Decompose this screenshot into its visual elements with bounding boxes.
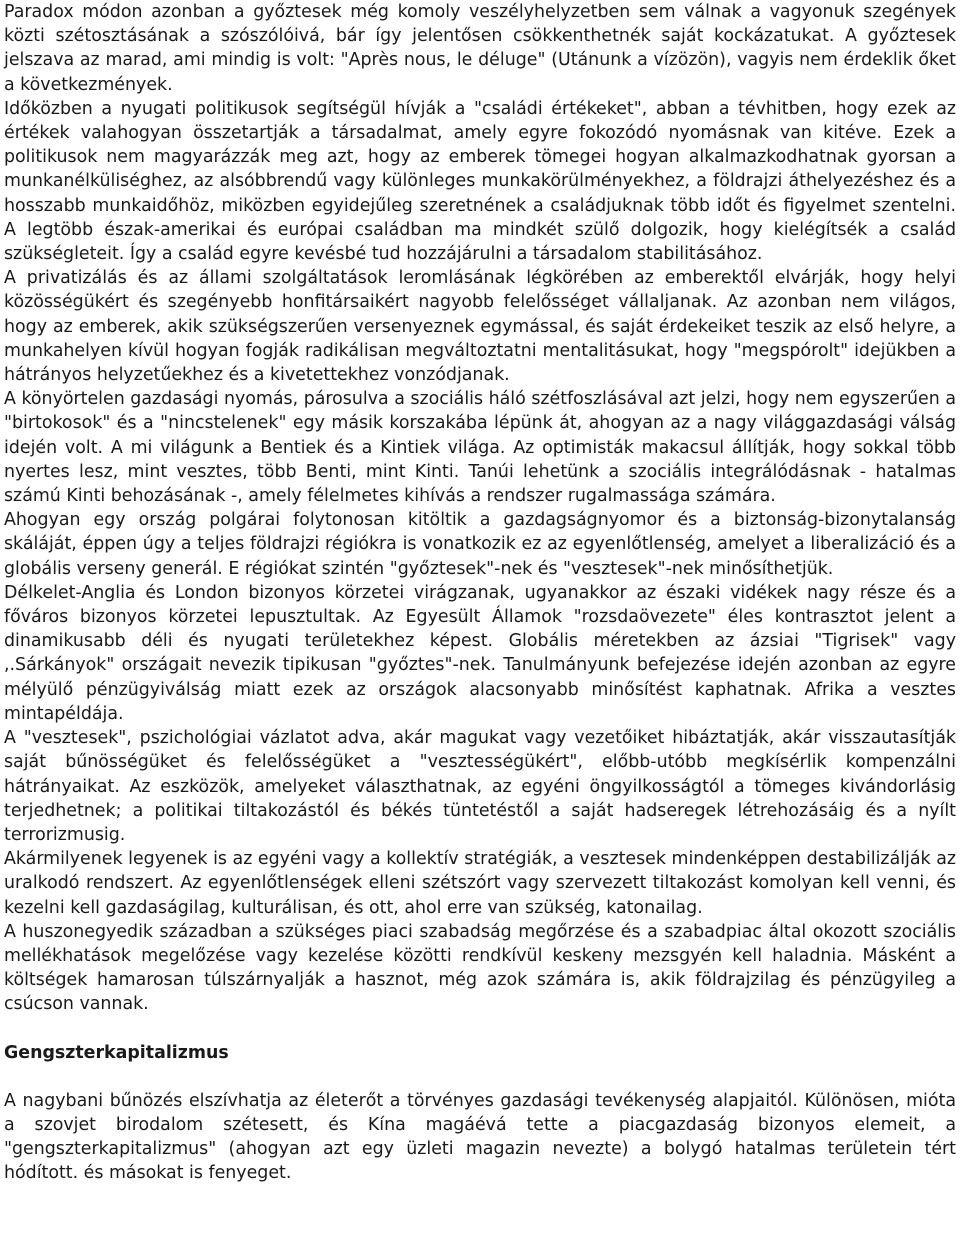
document-page (4, 0, 956, 1186)
paragraph: Ahogyan egy ország polgárai folytonosan kitöltik a gazdagságnyomor és a biztonság-bizonytalanság skáláját, éppen úgy a teljes földrajzi régiókra is vonatkozik ez az egyenlőtlenség, amelyet a liberalizáció és a globális verseny generál. E régiókat szintén "győztesek"-nek és "vesztesek"-nek minősíthetjük. (4, 510, 956, 579)
paragraph: Időközben a nyugati politikusok segítségül hívják a "családi értékeket", abban a tévhitben, hogy ezek az értékek valahogyan összetartják a társadalmat, amely egyre fokozódó nyomásnak van kitéve. Ezek a politikusok nem magyarázzák meg azt, hogy az emberek tömegei hogyan alkalmazkodhatnak gyorsan a munkanélküliséghez, az alsóbbrendű vagy különleges munkakörülményekhez, a földrajzi áthelyezéshez és a hosszabb munkaidőhöz, miközben egyidejűleg szeretnének a családjuknak több időt és figyelmet szentelni. A legtöbb észak-amerikai és európai családban ma mindkét szülő dolgozik, hogy kielégítsék a család szükségleteit. Így a család egyre kevésbé tud hozzájárulni a társadalom stabilitásához. (4, 98, 956, 265)
paragraph: A huszonegyedik században a szükséges piaci szabadság megőrzése és a szabadpiac által okozott szociális mellékhatások megelőzése vagy kezelése közötti rendkívül keskeny mezsgyén kell haladnia. Másként a költségek hamarosan túlszárnyalják a hasznot, még azok számára is, akik földrajzilag és pénzügyileg a csúcson vannak. (4, 921, 956, 1015)
paragraph: Délkelet-Anglia és London bizonyos körzetei virágzanak, ugyanakkor az északi vidékek nagy része és a főváros bizonyos körzetei lepusztultak. Az Egyesült Államok "rozsdaövezete" éles kontrasztot jelent a dinamikusabb déli és nyugati területekhez képest. Globális méretekben az ázsiai "Tigrisek" vagy ,.Sárkányok" országait nevezik tipikusan "győztes"-nek. Tanulmányunk befejezése idején azonban az egyre mélyülő pénzügyiválság miatt ezek az országok alacsonyabb minősítést kaphatnak. Afrika a vesztes mintapéldája. (4, 582, 956, 724)
paragraph: A privatizálás és az állami szolgáltatások leromlásának légkörében az emberektől elvárják, hogy helyi közösségükért és szegényebb honfitársaikért nagyobb felelősséget vállaljanak. Az azonban nem világos, hogy az emberek, akik szükségszerűen versenyeznek egymással, és saját érdekeiket teszik az első helyre, a munkahelyen kívül hogyan fogják radikálisan megváltoztatni mentalitásukat, hogy "megspórolt" idejükben a hátrányos helyzetűekhez és a kivetettekhez vonzódjanak. (4, 268, 956, 386)
paragraph: A "vesztesek", pszichológiai vázlatot adva, akár magukat vagy vezetőiket hibáztatják, akár visszautasítják saját bűnösségüket és felelősségüket a "vesztességükért", előbb-utóbb megkísérlik kompenzálni hátrányaikat. Az eszközök, amelyeket választhatnak, az egyéni öngyilkosságtól a tömeges kivándorlásig terjedhetnek; a politikai tiltakozástól és békés tüntetéstől a saját hadseregek létrehozásáig és a nyílt terrorizmusig. (4, 728, 956, 845)
paragraph: A könyörtelen gazdasági nyomás, párosulva a szociális háló szétfoszlásával azt jelzi, hogy nem egyszerűen a "birtokosok" és a "nincstelenek" egy másik korszakába lépünk át, ahogyan az a nagy világgazdasági válság idején volt. A mi világunk a Bentiek és a Kintiek világa. Az optimisták makacsul állítják, hogy sokkal több nyertes lesz, mint vesztes, több Benti, mint Kinti. Tanúi lehetünk a szociális integrálódásnak - hatalmas számú Kinti behozásának -, amely félelmetes kihívás a rendszer rugalmassága számára. (4, 389, 956, 507)
section-heading: Gengszterkapitalizmus (4, 1042, 229, 1063)
paragraph: A nagybani bűnözés elszívhatja az életerőt a törvényes gazdasági tevékenység alapjaitól. Különösen, mióta a szovjet birodalom szétesett, és Kína magáévá tette a piacgazdaság bizonyos elemeit, a "gengszterkapitalizmus" (ahogyan azt egy üzleti magazin nevezte) a bolygó hatalmas területein tért hódított. és másokat is fenyeget. (4, 1090, 956, 1184)
paragraph: Akármilyenek legyenek is az egyéni vagy a kollektív stratégiák, a vesztesek mindenképpen destabilizálják az uralkodó rendszert. Az egyenlőtlenségek elleni szétszórt vagy szervezett tiltakozást komolyan kell venni, és kezelni kell gazdaságilag, kulturálisan, és ott, ahol erre van szükség, katonailag. (4, 849, 956, 918)
paragraph: Paradox módon azonban a győztesek még komoly veszélyhelyzetben sem válnak a vagyonuk szegények közti szétosztásának a szószólóivá, bár így jelentősen csökkenthetnék saját kockázatukat. A győztesek jelszava az marad, ami mindig is volt: "Après nous, le déluge" (Utánunk a vízözön), vagyis nem érdeklik őket a következmények. (4, 2, 956, 95)
